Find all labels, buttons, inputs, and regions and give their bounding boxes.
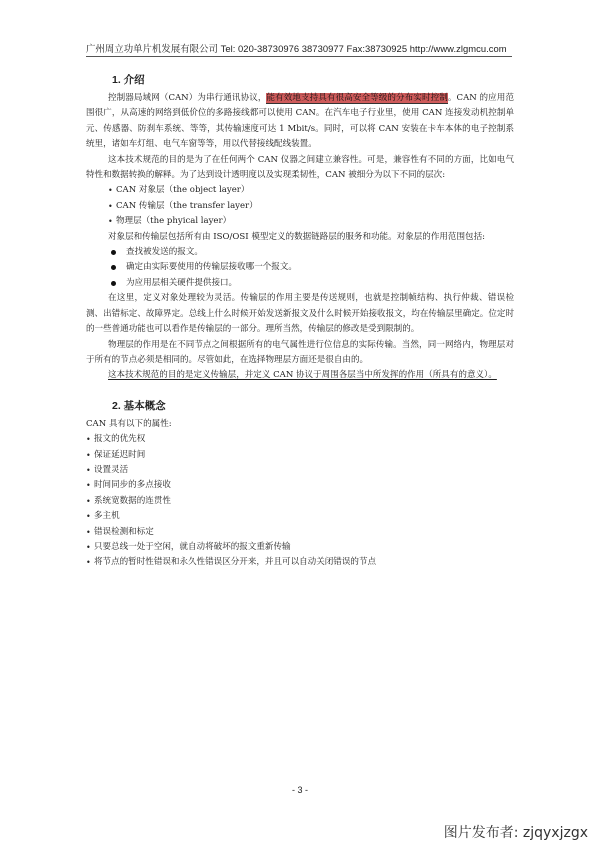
spacer xyxy=(86,384,514,398)
list-item: • 物理层（the phyical layer） xyxy=(86,214,514,229)
page-number: - 3 - xyxy=(291,785,308,795)
section-1-paragraph-4: 在这里，定义对象处理较为灵活。传输层的作用主要是传送规则，也就是控制帧结构、执行仲裁、错误检测、出错标定、故障界定。总线上什么时候开始发送新报文及什么时候开始接收报文，均在传输层里确定。位定时的一些普通功能也可以看作是传输层的一部分。理所当然，传输层的修改是受到限制的。 xyxy=(86,293,514,335)
list-item: • 保证延迟时间 xyxy=(64,448,514,463)
layer-list xyxy=(86,183,514,229)
page-header: 广州周立功单片机发展有限公司 Tel: 020-38730976 38730977 Fax:38730925 http://www.zlgmcu.com xyxy=(86,43,507,54)
section-1-paragraph-6 xyxy=(86,368,514,383)
list-item: • 错误检测和标定 xyxy=(64,525,514,540)
list-item: • 报文的优先权 xyxy=(64,432,514,447)
document-body xyxy=(86,72,514,571)
list-item: • 只要总线一处于空闲，就自动将破坏的报文重新传输 xyxy=(64,540,514,555)
list-item: • CAN 传输层（the transfer layer） xyxy=(86,199,514,214)
section-1-paragraph-3: 对象层和传输层包括所有由 ISO/OSI 模型定义的数据链路层的服务和功能。对象层的作用范围包括: xyxy=(108,231,485,242)
section-1-paragraph-5: 物理层的作用是在不同节点之间根据所有的电气属性进行位信息的实际传输。当然，同一网络内，物理层对于所有的节点必须是相同的。尽管如此，在选择物理层方面还是很自由的。 xyxy=(86,339,514,365)
list-item: • 设置灵活 xyxy=(64,463,514,478)
list-item: • 多主机 xyxy=(64,509,514,524)
section-2-title: 2. 基本概念 xyxy=(112,399,166,412)
section-1-title: 1. 介绍 xyxy=(112,74,145,86)
list-item: 为应用层相关硬件提供接口。 xyxy=(86,276,514,291)
header-divider xyxy=(86,56,512,57)
section-2-intro: CAN 具有以下的属性: xyxy=(86,418,172,429)
list-item: • CAN 对象层（the object layer） xyxy=(86,183,514,198)
list-item: • 系统宽数据的连贯性 xyxy=(64,494,514,509)
para-1-rest: 。CAN 的应用范围很广，从高速的网络到低价位的多路接线都可以使用 CAN。在汽车电子行业里，使用 CAN 连接发动机控制单元、传感器、防刹车系统、等等，其传输速度可达 1 Mbit/s。同时，可以将 CAN 安装在卡车本体的电子控制系统里，诸如车灯组、电气车窗等等，用以代替接线配线装置。 xyxy=(86,93,514,150)
list-item: 确定由实际要使用的传输层接收哪一个报文。 xyxy=(86,260,514,275)
publisher-watermark: 图片发布者: zjqyxjzgx xyxy=(443,825,588,841)
list-item: • 将节点的暂时性错误和永久性错误区分开来，并且可以自动关闭错误的节点 xyxy=(64,555,514,570)
can-properties-list xyxy=(64,432,514,571)
highlighted-text: 能有效地支持具有很高安全等级的分布实时控制 xyxy=(266,93,448,103)
underlined-text: 这本技术规范的目的是定义传输层，并定义 CAN 协议于周围各层当中所发挥的作用（所具有的意义）。 xyxy=(108,370,497,381)
object-scope-list xyxy=(86,245,514,291)
para-1-start: 控制器局域网（CAN）为串行通讯协议， xyxy=(108,93,267,103)
list-item: 查找被发送的报文。 xyxy=(86,245,514,260)
section-1-paragraph-1 xyxy=(86,91,514,153)
section-1-paragraph-2: 这本技术规范的目的是为了在任何两个 CAN 仪器之间建立兼容性。可是，兼容性有不同的方面，比如电气特性和数据转换的解释。为了达到设计透明度以及实现柔韧性，CAN 被细分为以下不同的层次: xyxy=(86,154,514,181)
list-item: • 时间同步的多点接收 xyxy=(64,478,514,493)
